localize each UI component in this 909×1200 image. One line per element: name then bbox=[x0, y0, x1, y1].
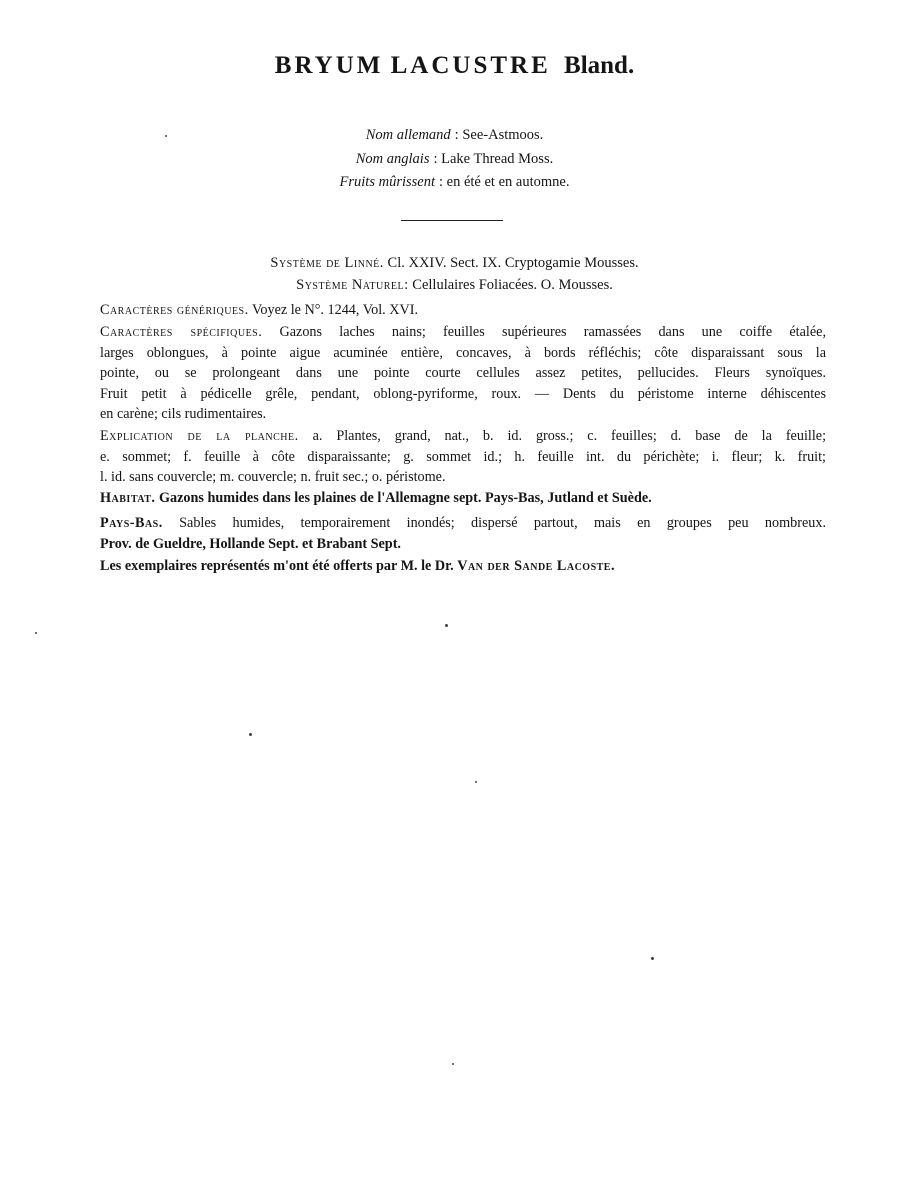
system-naturel-label: Système Naturel: bbox=[296, 277, 409, 293]
netherlands-label: Pays-Bas. bbox=[100, 515, 163, 531]
name-german-label: Nom allemand bbox=[365, 127, 451, 143]
divider bbox=[401, 220, 503, 221]
paper-speck bbox=[165, 135, 167, 137]
paper-speck bbox=[249, 733, 252, 736]
netherlands bbox=[100, 513, 826, 554]
system-linne-label: Système de Linné. bbox=[270, 255, 384, 271]
paper-speck bbox=[35, 632, 37, 634]
paper-speck bbox=[651, 957, 654, 960]
paper-speck bbox=[452, 1063, 454, 1065]
explanation-line-1 bbox=[100, 426, 826, 447]
name-english: Nom anglais : Lake Thread Moss. bbox=[355, 150, 554, 167]
specific-line-3: pointe, ou se prolongeant dans une pointe courte cellules assez petites, pellucides. Fleurs synoïques. bbox=[100, 365, 826, 382]
title-author: Bland. bbox=[564, 52, 635, 79]
name-german-value: See-Astmoos. bbox=[462, 127, 544, 143]
specific-characters bbox=[100, 322, 826, 425]
netherlands-line-1 bbox=[100, 513, 826, 534]
specific-line-1 bbox=[100, 322, 826, 343]
system-naturel bbox=[0, 277, 909, 294]
system-linne bbox=[0, 255, 909, 272]
habitat bbox=[100, 488, 826, 509]
habitat-text: Gazons humides dans les plaines de l'Allemagne sept. Pays-Bas, Jutland et Suède. bbox=[159, 490, 652, 506]
name-english-value: Lake Thread Moss. bbox=[441, 150, 554, 167]
specific-characters-label: Caractères spécifiques. bbox=[100, 324, 263, 340]
page-title bbox=[0, 52, 909, 80]
system-linne-text: Cl. XXIV. Sect. IX. Cryptogamie Mousses. bbox=[387, 255, 639, 271]
specimen-credit-text: Les exemplaires représentés m'ont été offerts par M. le Dr. bbox=[100, 558, 454, 574]
generic-characters-text: Voyez le N°. 1244, Vol. XVI. bbox=[251, 302, 419, 318]
common-names bbox=[0, 124, 909, 195]
explanation-line-1-text: a. Plantes, grand, nat., b. id. gross.; c. feuilles; d. base de la feuille; bbox=[312, 428, 827, 444]
specimen-credit bbox=[100, 556, 826, 577]
fruit-season: Fruits mûrissent : en été et en automne. bbox=[339, 174, 570, 190]
paper-speck bbox=[475, 781, 477, 783]
netherlands-line-2: Prov. de Gueldre, Hollande Sept. et Brabant Sept. bbox=[100, 535, 401, 552]
specific-line-5: en carène; cils rudimentaires. bbox=[100, 406, 267, 423]
specific-line-1-text: Gazons laches nains; feuilles supérieures ramassées dans une coiffe étalée, bbox=[279, 324, 826, 340]
plate-explanation-label: Explication de la planche. bbox=[100, 428, 299, 444]
habitat-label: Habitat. bbox=[100, 490, 156, 506]
specific-line-2: larges oblongues, à pointe aigue acuminée entière, concaves, à bords réfléchis; côte disparaissant sous la bbox=[100, 344, 826, 361]
generic-characters-label: Caractères génériques. bbox=[100, 302, 249, 318]
specimen-credit-name: Van der Sande Lacoste. bbox=[457, 558, 616, 574]
specific-line-4: Fruit petit à pédicelle grêle, pendant, oblong-pyriforme, roux. — Dents du péristome interne déhiscentes bbox=[100, 385, 826, 402]
name-english-label: Nom anglais bbox=[355, 150, 430, 167]
fruit-season-value: en été et en automne. bbox=[446, 174, 570, 190]
generic-characters bbox=[100, 300, 826, 321]
system-naturel-text: Cellulaires Foliacées. O. Mousses. bbox=[412, 277, 613, 293]
name-german: Nom allemand : See-Astmoos. bbox=[365, 127, 544, 143]
paper-speck bbox=[445, 624, 448, 627]
netherlands-line-1-text: Sables humides, temporairement inondés; dispersé partout, mais en groupes peu nombreux. bbox=[179, 515, 826, 531]
title-genus: BRYUM bbox=[274, 52, 384, 79]
fruit-season-label: Fruits mûrissent bbox=[339, 174, 435, 190]
plate-explanation bbox=[100, 426, 826, 488]
explanation-line-2: e. sommet; f. feuille à côte disparaissante; g. sommet id.; h. feuille int. du périchète; i. fleur; k. fruit; bbox=[100, 448, 826, 465]
explanation-line-3: l. id. sans couvercle; m. couvercle; n. fruit sec.; o. péristome. bbox=[100, 469, 446, 486]
title-species: LACUSTRE bbox=[390, 52, 551, 79]
